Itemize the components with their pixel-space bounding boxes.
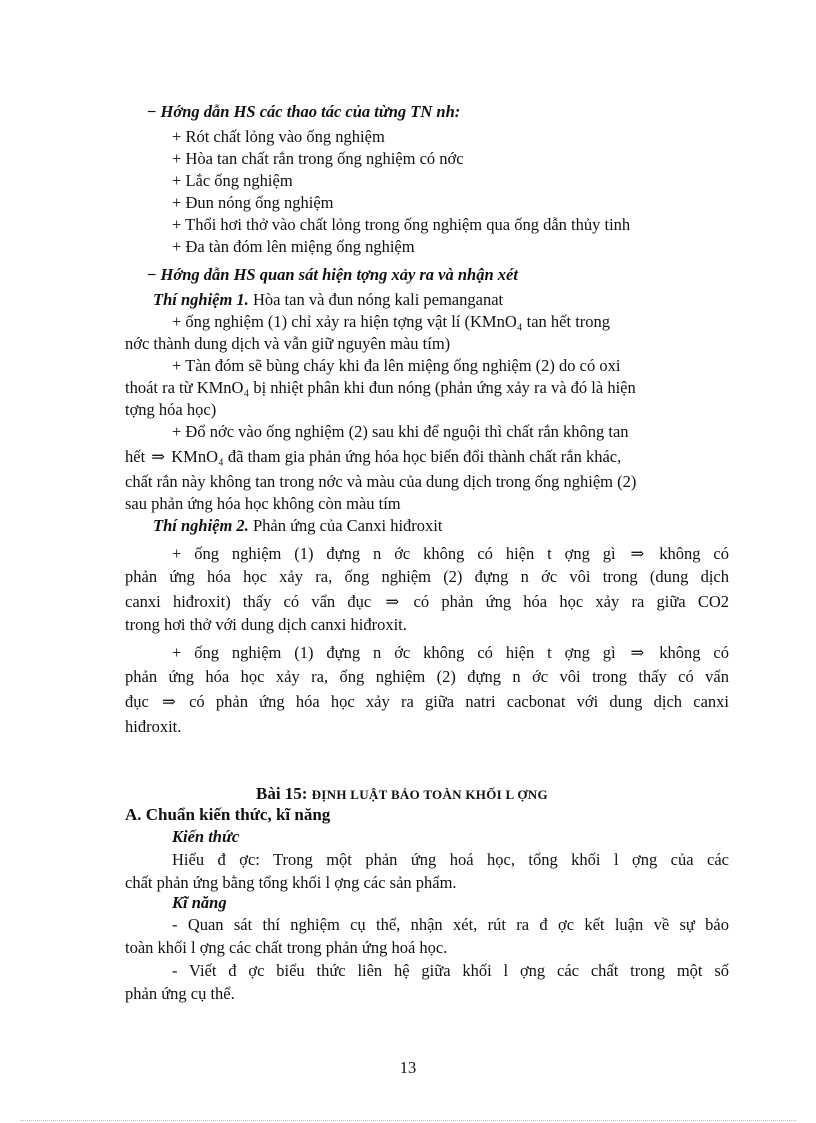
instruction-heading-observe: − Hớng dẫn HS quan sát hiện tợng xảy ra và nhận xét xyxy=(147,265,518,284)
section-a-heading: A. Chuẩn kiến thức, kĩ năng xyxy=(125,805,331,824)
instruction-heading-ops: − Hớng dẫn HS các thao tác của từng TN nh: xyxy=(147,102,461,121)
list-item: + Thổi hơi thở vào chất lỏng trong ống nghiệm qua ống dẫn thủy tinh xyxy=(172,215,631,234)
implies-arrow-icon: ⇒ xyxy=(385,592,400,611)
experiment-1-text: + Tàn đóm sẽ bùng cháy khi đa lên miệng ống nghiệm (2) do có oxi xyxy=(172,356,621,375)
knowledge-heading: Kiến thức xyxy=(172,827,240,846)
skills-text: - Viết đ ợc biểu thức liên hệ giữa khối l ợng các chất trong một số xyxy=(172,961,729,980)
experiment-2-text: + ống nghiệm (1) đựng n ớc không có hiện t ợng gì ⇒ không có xyxy=(172,643,730,662)
experiment-2-text: canxi hiđroxit) thấy có vẩn đục ⇒ có phản ứng hóa học xảy ra giữa CO2 xyxy=(125,592,729,611)
skills-text: toàn khối l ợng các chất trong phản ứng hoá học. xyxy=(125,938,448,957)
experiment-1-text: hết ⇒ KMnO₄ đã tham gia phản ứng hóa học biến đổi thành chất rắn khác, xyxy=(125,447,622,466)
skills-text: phản ứng cụ thể. xyxy=(125,984,235,1003)
list-item: + Đa tàn đóm lên miệng ống nghiệm xyxy=(172,237,415,256)
experiment-1-text: thoát ra từ KMnO₄ bị nhiệt phân khi đun nóng (phản ứng xảy ra và đó là hiện xyxy=(125,378,636,397)
experiment-2-text: trong hơi thở với dung dịch canxi hiđroxit. xyxy=(125,615,407,634)
experiment-2-text: phản ứng hóa học xảy ra, ống nghiệm (2) đựng n ớc vôi trong thấy có vẩn xyxy=(125,667,729,686)
experiment-2-text: hiđroxit. xyxy=(125,717,182,736)
list-item: + Lắc ống nghiệm xyxy=(172,171,293,190)
knowledge-text: Hiểu đ ợc: Trong một phản ứng hoá học, tổng khối l ợng của các xyxy=(172,850,729,869)
experiment-2-text: phản ứng hóa học xảy ra, ống nghiệm (2) đựng n ớc vôi trong (dung dịch xyxy=(125,567,729,586)
footer-divider xyxy=(20,1120,796,1121)
list-item: + Rót chất lỏng vào ống nghiệm xyxy=(172,127,385,146)
knowledge-text: chất phản ứng bằng tổng khối l ợng các sản phẩm. xyxy=(125,873,457,892)
page-number: 13 xyxy=(399,1058,417,1077)
lesson-title: Bài 15: ĐỊNH LUẬT BẢO TOÀN KHỐI L ỢNG xyxy=(256,784,548,803)
experiment-1-text: sau phản ứng hóa học không còn màu tím xyxy=(125,494,401,513)
experiment-1-text: nớc thành dung dịch và vẫn giữ nguyên màu tím) xyxy=(125,334,451,353)
experiment-1-text: chất rắn này không tan trong nớc và màu của dung dịch trong ống nghiệm (2) xyxy=(125,472,637,491)
list-item: + Hòa tan chất rắn trong ống nghiệm có nớc xyxy=(172,149,464,168)
experiment-1-text: tợng hóa học) xyxy=(125,400,217,419)
skills-heading: Kĩ năng xyxy=(172,893,227,912)
implies-arrow-icon: ⇒ xyxy=(151,447,166,466)
dash-bullet-icon: − xyxy=(147,102,157,121)
experiment-2-title: Thí nghiệm 2. Phản ứng của Canxi hiđroxit xyxy=(153,516,443,535)
experiment-1-title: Thí nghiệm 1. Hòa tan và đun nóng kali pemanganat xyxy=(153,290,504,309)
experiment-1-text: + Đổ nớc vào ống nghiệm (2) sau khi để nguội thì chất rắn không tan xyxy=(172,422,629,441)
implies-arrow-icon: ⇒ xyxy=(162,692,176,711)
dash-bullet-icon: − xyxy=(147,265,157,284)
experiment-2-text: + ống nghiệm (1) đựng n ớc không có hiện t ợng gì ⇒ không có xyxy=(172,544,730,563)
experiment-1-text: + ống nghiệm (1) chỉ xảy ra hiện tợng vật lí (KMnO₄ tan hết trong xyxy=(172,312,611,331)
list-item: + Đun nóng ống nghiệm xyxy=(172,193,334,212)
implies-arrow-icon: ⇒ xyxy=(630,643,645,662)
implies-arrow-icon: ⇒ xyxy=(630,544,645,563)
experiment-2-text: đục ⇒ có phản ứng hóa học xảy ra giữa natri cacbonat với dung dịch canxi xyxy=(125,692,729,711)
skills-text: - Quan sát thí nghiệm cụ thể, nhận xét, rút ra đ ợc kết luận về sự bảo xyxy=(172,915,729,934)
